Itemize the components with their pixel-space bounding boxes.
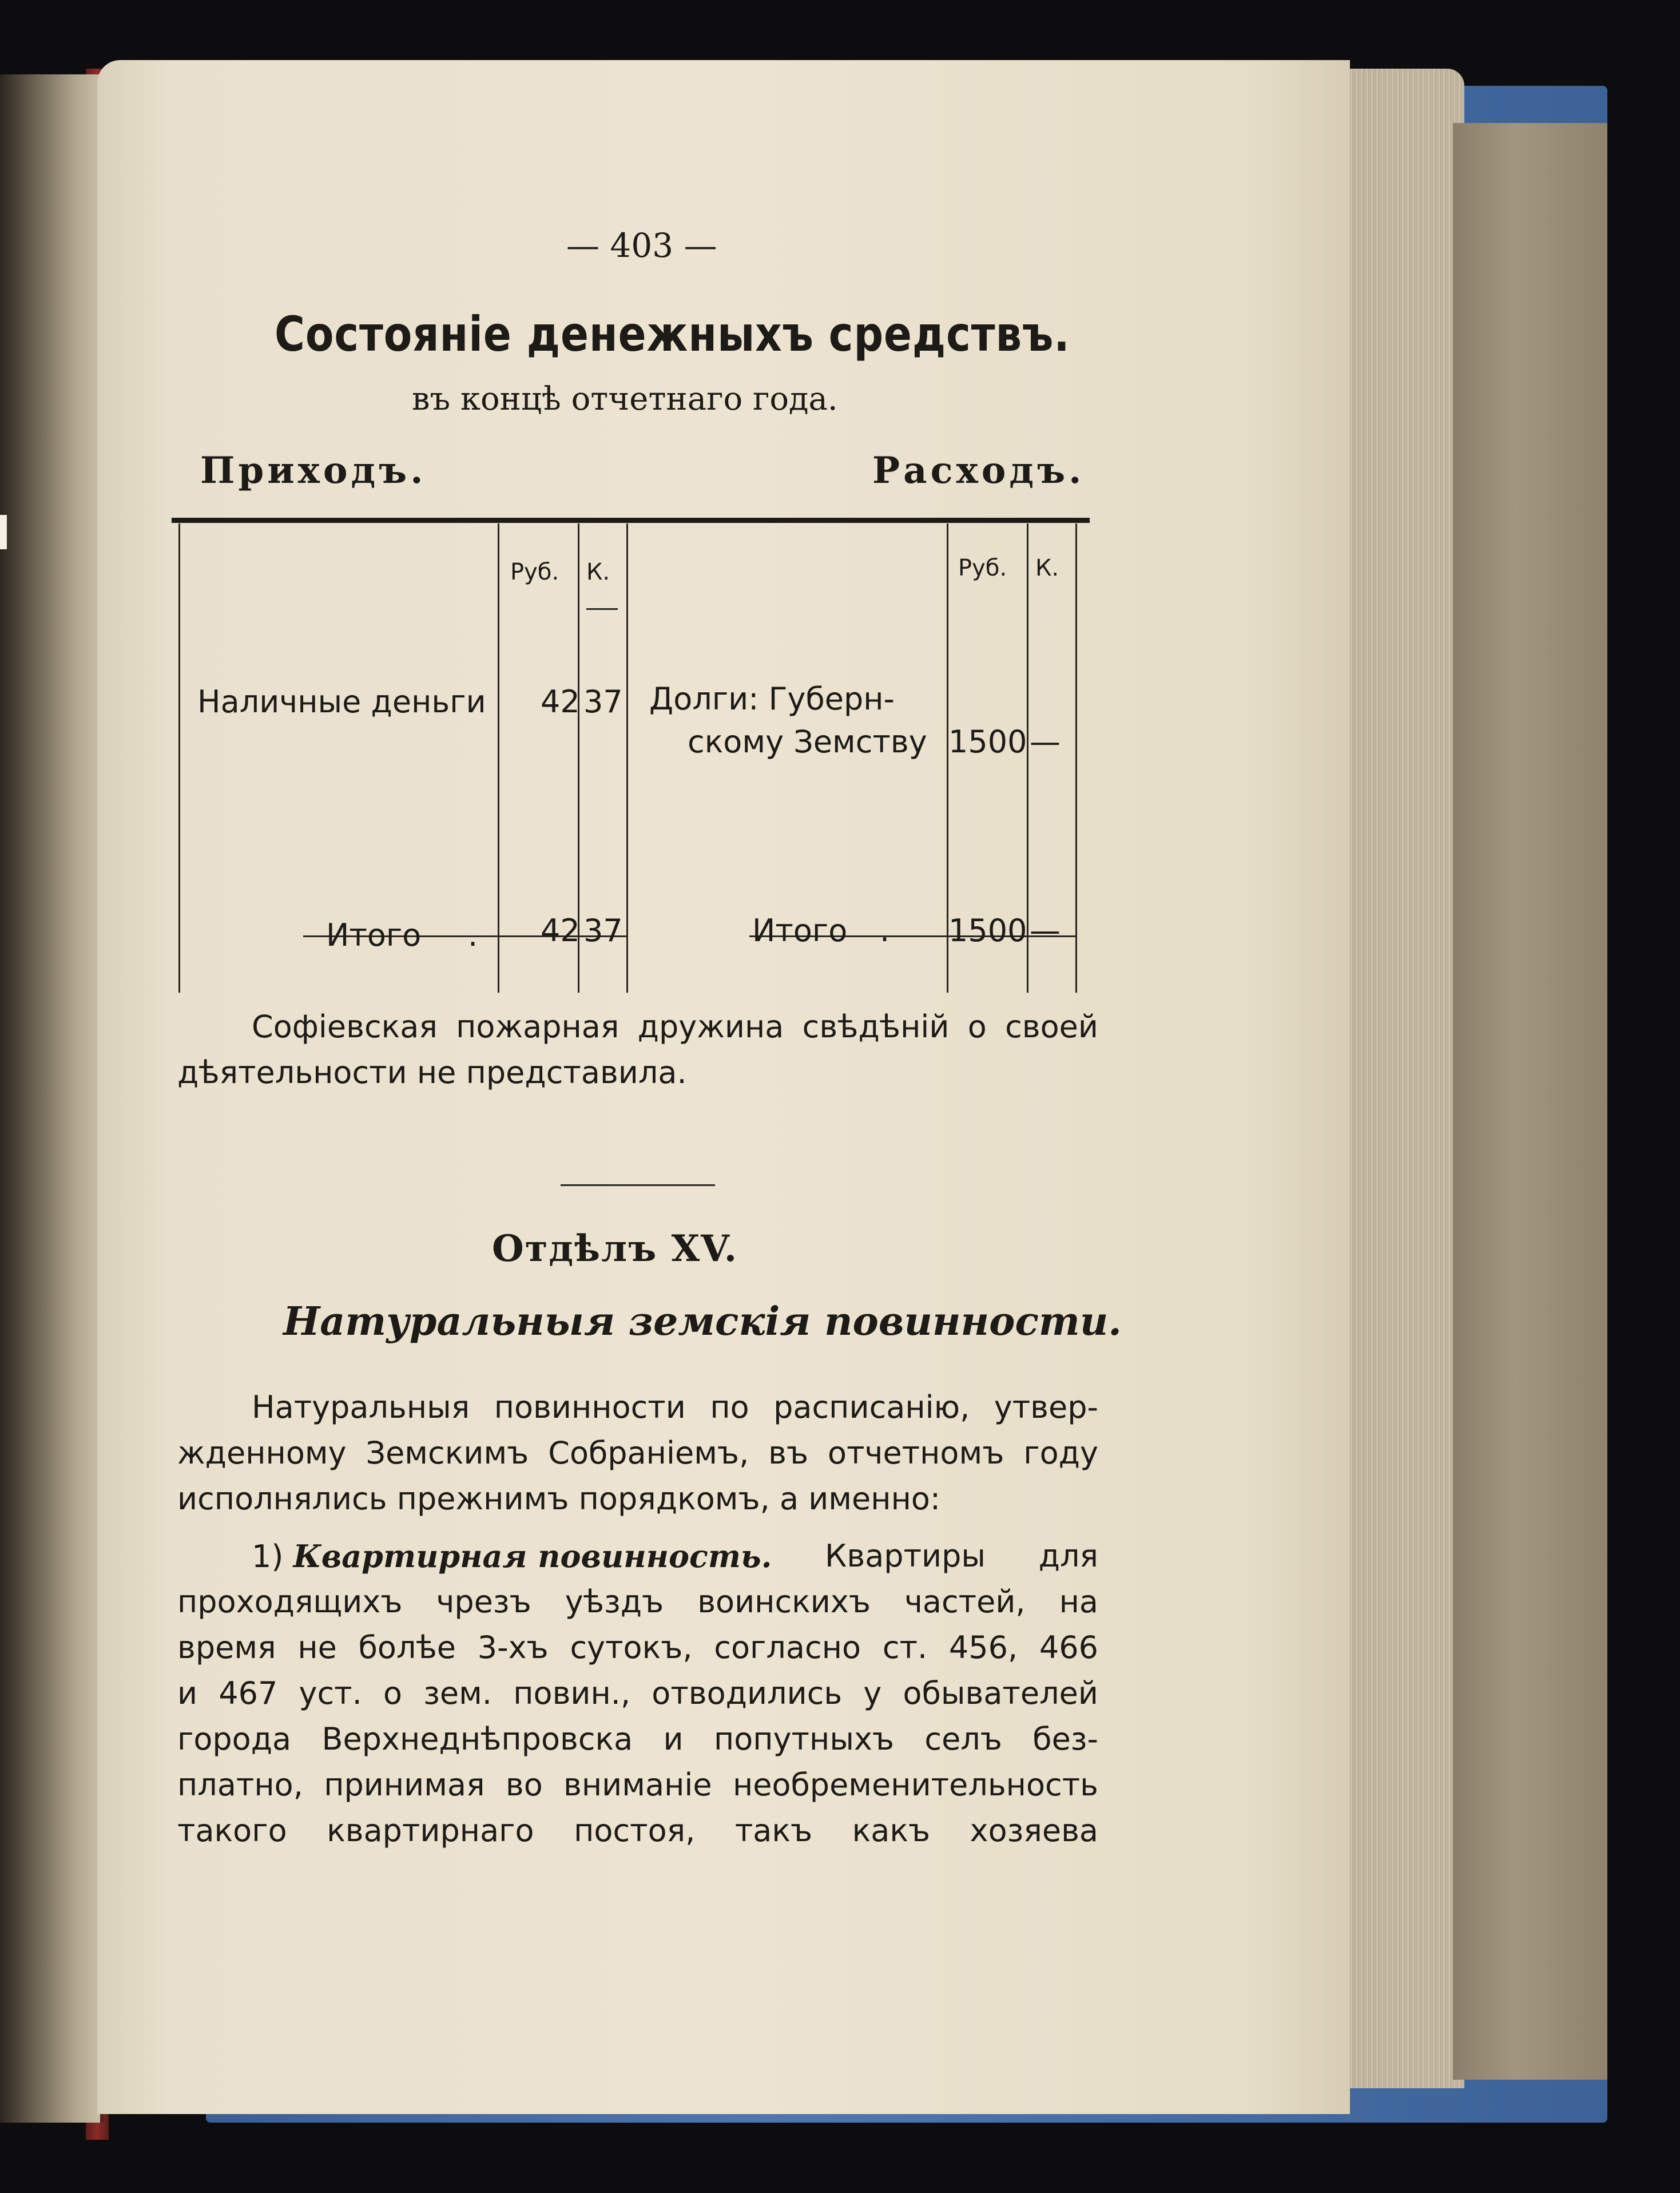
expense-total-kop: — [1030,913,1061,949]
income-kop: 37 [583,684,623,720]
income-heading: Приходъ. [200,449,427,492]
expense-kop: — [1030,724,1061,760]
expense-item-line2: скому Земству [688,724,927,760]
text-line: Софіевская пожарная дружина свѣдѣній о своей [252,1009,1098,1045]
paragraph-fire-brigade-cont [177,1050,1098,1096]
kop-underline [586,608,618,610]
page-number: — 403 — [566,226,717,265]
back-board [1453,123,1607,2080]
table-left-border [178,524,180,993]
paragraph-quartering-cont [177,1579,1098,1854]
expense-item-line1: Долги: Губерн- [649,681,895,717]
rub-header: Руб. [958,555,1007,581]
table-top-rule [172,518,1090,523]
table-divider [498,524,499,993]
paragraph-duties [252,1385,1098,1430]
text-line: и 467 уст. о зем. повин., отводились у обывателей [177,1675,1098,1711]
income-total-kop: 37 [583,913,623,949]
rub-header: Руб. [510,559,559,585]
page-title: Состояніе денежныхъ средствъ. [275,306,1070,362]
kop-header: К. [1035,555,1059,581]
page-subtitle: въ концѣ отчетнаго года. [412,380,838,418]
text-line: города Верхнеднѣпровска и попутныхъ селъ без- [177,1721,1098,1757]
income-total-rub: 42 [541,913,580,949]
page-stack-edge [1333,69,1464,2088]
text-line: такого квартирнаго постоя, такъ какъ хозяева [177,1813,1098,1849]
text-line: 1) Квартирная повинность. Квартиры для [252,1538,1098,1575]
text-line: исполнялись прежнимъ порядкомъ, а именно: [177,1481,941,1517]
text-line: дѣятельности не представила. [177,1054,687,1090]
text-line: время не болѣе 3-хъ сутокъ, согласно ст. 456, 466 [177,1629,1098,1665]
text-line: платно, принимая во вниманіе необременительность [177,1767,1098,1803]
kop-header: К. [586,559,610,585]
text-line: жденному Земскимъ Собраніемъ, въ отчетномъ году [177,1435,1098,1471]
expense-total-label: Итого [752,913,848,949]
paragraph-fire-brigade [252,1004,1098,1050]
section-divider [561,1184,715,1186]
expense-heading: Расходъ. [872,449,1085,492]
book-page [97,60,1350,2114]
total-dot: . [880,913,890,949]
total-dot: . [468,917,478,953]
table-divider [1027,524,1028,993]
text-line: проходящихъ чрезъ уѣздъ воинскихъ частей, на [177,1584,1098,1620]
paragraph-duties-cont [177,1430,1098,1522]
text-line: Натуральныя повинности по расписанію, утвер- [252,1389,1098,1425]
expense-total-rub: 1500 [948,913,1027,949]
table-right-border [1075,524,1077,993]
income-item: Наличные деньги [197,684,486,720]
left-page-edge [0,74,104,2123]
section-label: Отдѣлъ XV. [492,1227,738,1270]
income-rub: 42 [541,684,580,720]
section-title: Натуральныя земскія повинности. [283,1299,1122,1345]
income-total-label: Итого [326,917,422,953]
bookmark [0,515,7,549]
paragraph-quartering [252,1533,1098,1580]
table-divider [626,524,628,993]
expense-rub: 1500 [948,724,1027,760]
